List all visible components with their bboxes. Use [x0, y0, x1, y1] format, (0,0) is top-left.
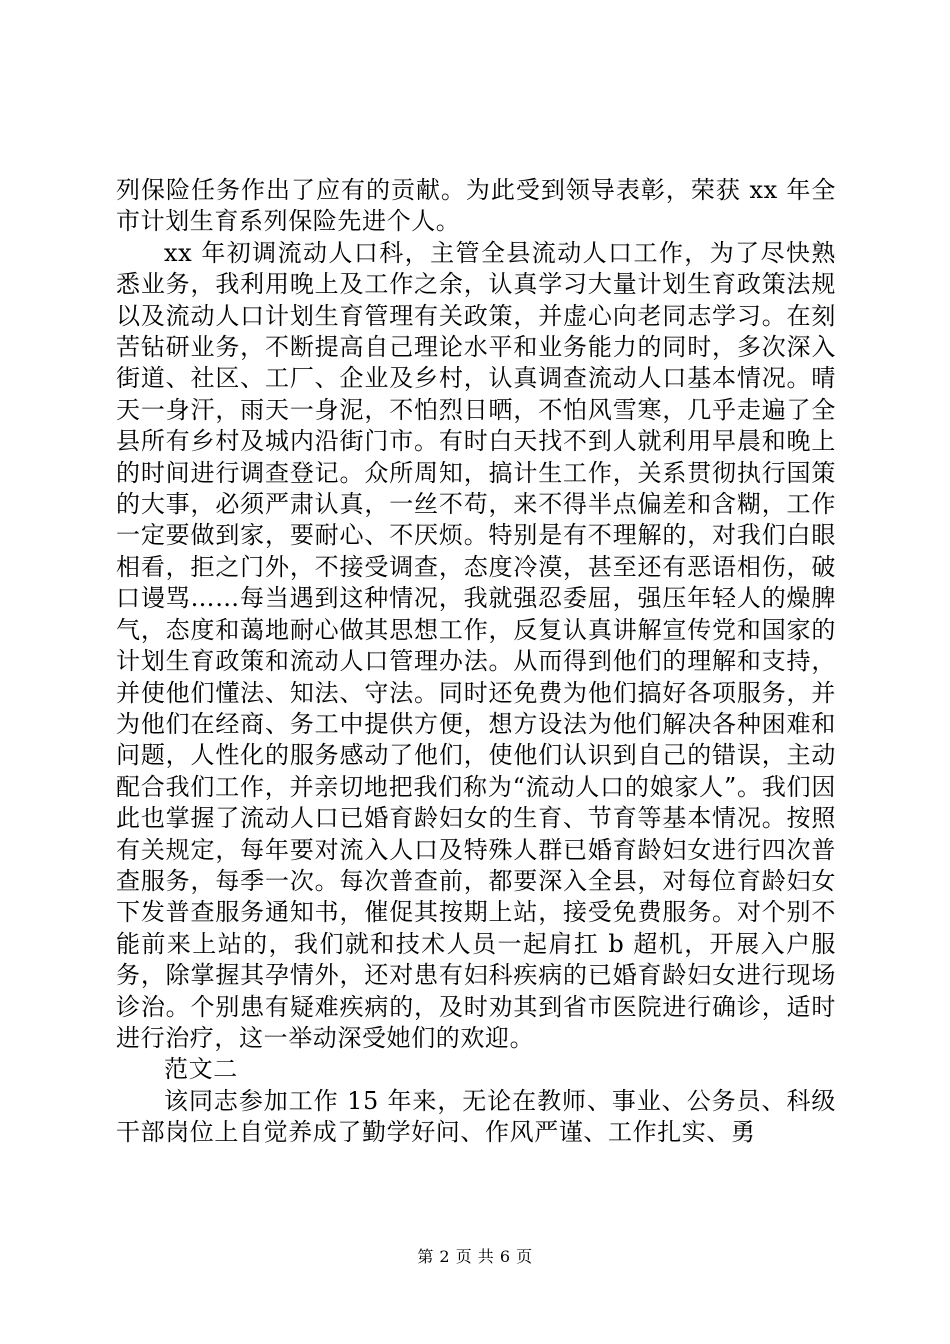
document-body	[116, 175, 836, 1149]
page-number-footer: 第 2 页 共 6 页	[417, 1247, 533, 1266]
section-heading-sample-two: 范文二	[164, 1055, 238, 1084]
paragraph-sample-two-intro: 该同志参加工作 15 年来，无论在教师、事业、公务员、科级干部岗位上自觉养成了勤学好问、作风严谨、工作扎实、勇	[116, 1086, 836, 1147]
paragraph-floating-population-work: xx 年初调流动人口科，主管全县流动人口工作，为了尽快熟悉业务，我利用晚上及工作之余，认真学习大量计划生育政策法规以及流动人口计划生育管理有关政策，并虚心向老同志学习。在刻苦钻研业务，不断提高自己理论水平和业务能力的同时，多次深入街道、社区、工厂、企业及乡村，认真调查流动人口基本情况。晴天一身汗，雨天一身泥，不怕烈日晒，不怕风雪寒，几乎走遍了全县所有乡村及城内沿街门市。有时白天找不到人就利用早晨和晚上的时间进行调查登记。众所周知，搞计生工作，关系贯彻执行国策的大事，必须严肃认真，一丝不苟，来不得半点偏差和含糊，工作一定要做到家，要耐心、不厌烦。特别是有不理解的，对我们白眼相看，拒之门外，不接受调查，态度冷漠，甚至还有恶语相伤，破口谩骂……每当遇到这种情况，我就强忍委屈，强压年轻人的燥脾气，态度和蔼地耐心做其思想工作，反复认真讲解宣传党和国家的计划生育政策和流动人口管理办法。从而得到他们的理解和支持，并使他们懂法、知法、守法。同时还免费为他们搞好各项服务，并为他们在经商、务工中提供方便，想方设法为他们解决各种困难和问题，人性化的服务感动了他们，使他们认识到自己的错误，主动配合我们工作，并亲切地把我们称为“流动人口的娘家人”。我们因此也掌握了流动人口已婚育龄妇女的生育、节育等基本情况。按照有关规定，每年要对流入人口及特殊人群已婚育龄妇女进行四次普查服务，每季一次。每次普查前，都要深入全县，对每位育龄妇女下发普查服务通知书，催促其按期上站，接受免费服务。对个别不能前来上站的，我们就和技术人员一起肩扛 b 超机，开展入户服务，除掌握其孕情外，还对患有妇科疾病的已婚育龄妇女进行现场诊治。个别患有疑难疾病的，及时劝其到省市医院进行确诊，适时进行治疗，这一举动深受她们的欢迎。	[116, 238, 836, 1052]
paragraph-continuation: 列保险任务作出了应有的贡献。为此受到领导表彰，荣获 xx 年全市计划生育系列保险先进个人。	[116, 176, 836, 236]
